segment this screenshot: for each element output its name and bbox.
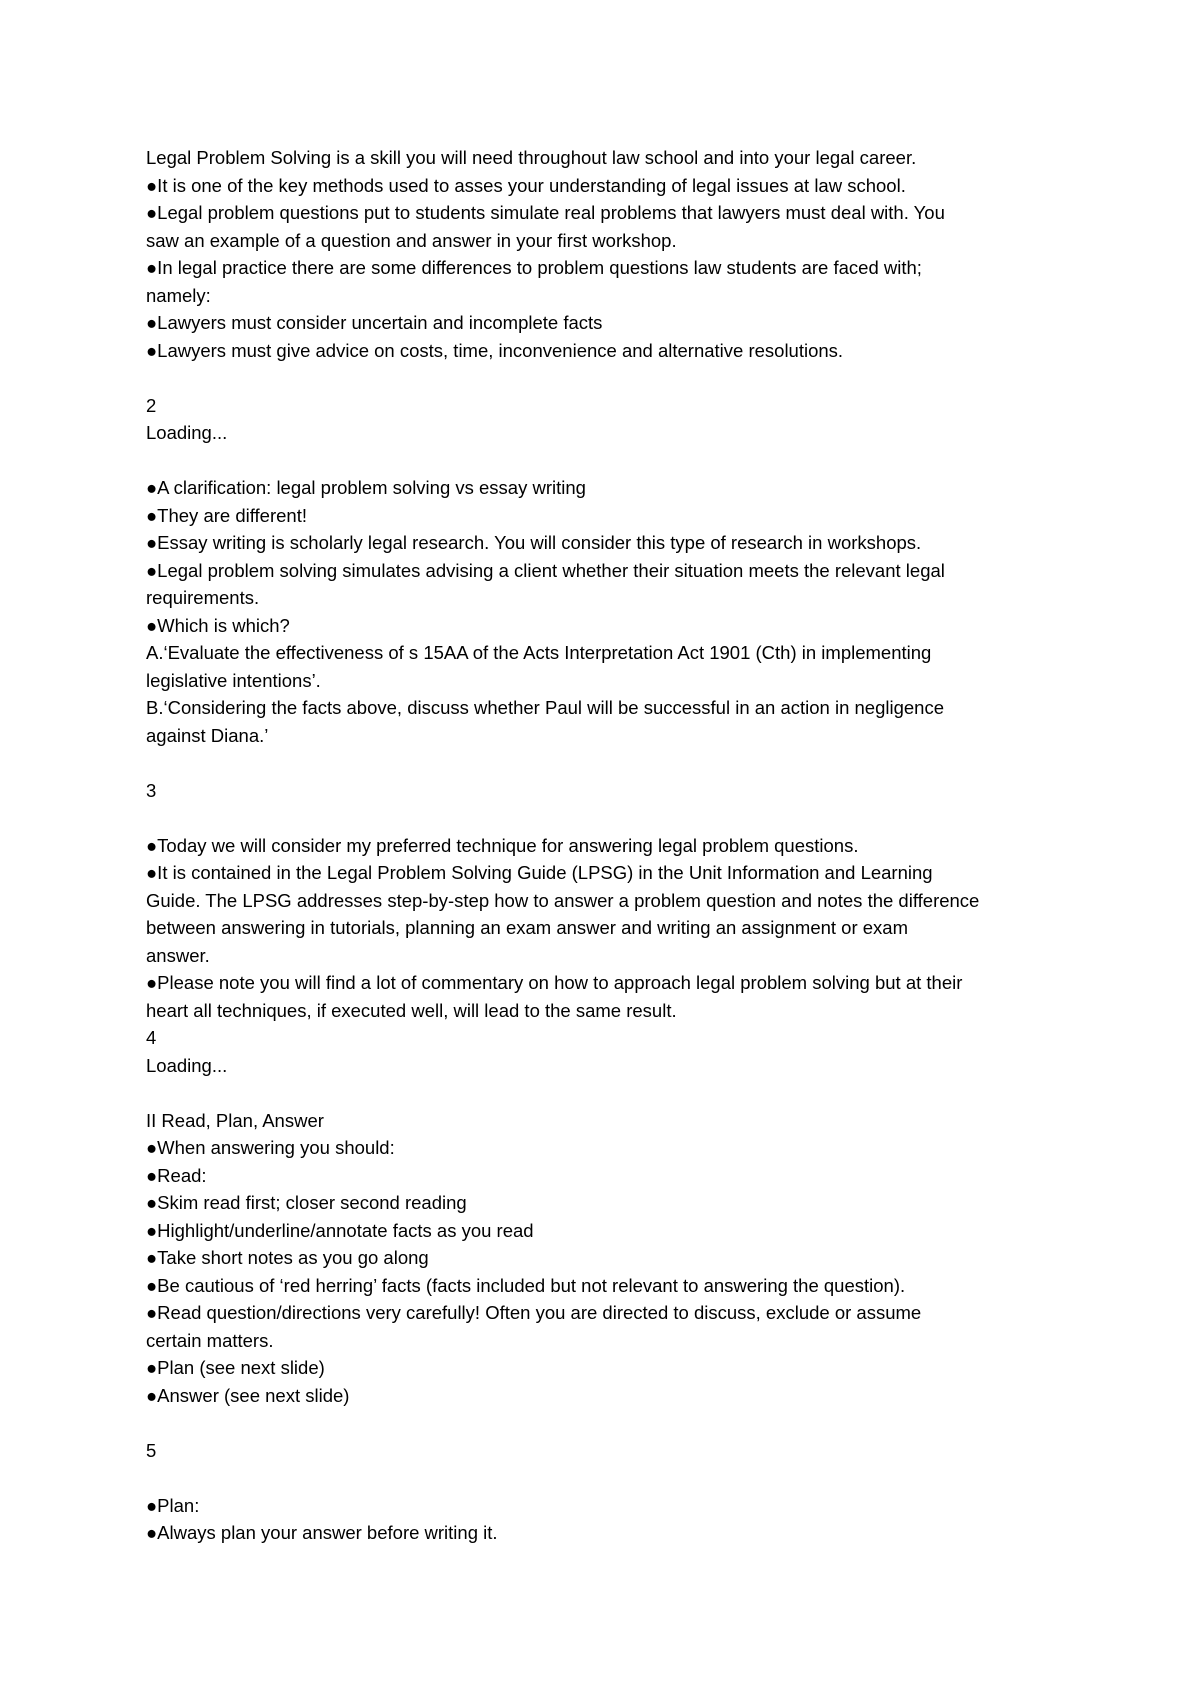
- bullet-line: ●Read question/directions very carefully! Often you are directed to discuss, exclude or assume: [146, 1302, 922, 1323]
- bullet-line: ●It is contained in the Legal Problem Solving Guide (LPSG) in the Unit Information and Learning: [146, 862, 933, 883]
- text-line: heart all techniques, if executed well, will lead to the same result.: [146, 999, 677, 1021]
- document-body: [146, 144, 1076, 1547]
- text-line: requirements.: [146, 587, 260, 608]
- blank-line: [146, 749, 1076, 777]
- loading-text: Loading...: [146, 422, 228, 443]
- text-line: answer.: [146, 944, 210, 966]
- bullet-line: ●Skim read first; closer second reading: [146, 1192, 467, 1213]
- slide-number: 4: [146, 1027, 157, 1048]
- text-line: B.‘Considering the facts above, discuss whether Paul will be successful in an action in negligence: [146, 697, 945, 718]
- bullet-line: ●In legal practice there are some differences to problem questions law students are faced with;: [146, 257, 922, 278]
- bullet-line: ●Please note you will find a lot of commentary on how to approach legal problem solving but at their: [146, 972, 963, 993]
- bullet-line: ●Lawyers must consider uncertain and incomplete facts: [146, 312, 603, 333]
- text-line: against Diana.’: [146, 724, 269, 746]
- bullet-line: ●Plan (see next slide): [146, 1357, 325, 1378]
- bullet-line: ●They are different!: [146, 504, 307, 526]
- bullet-line: ●Be cautious of ‘red herring’ facts (facts included but not relevant to answering the question).: [146, 1274, 906, 1296]
- loading-text: Loading...: [146, 1054, 228, 1076]
- text-line: saw an example of a question and answer in your first workshop.: [146, 229, 677, 251]
- slide-number: 3: [146, 779, 157, 801]
- blank-line: [146, 1464, 1076, 1492]
- bullet-line: ●Essay writing is scholarly legal research. You will consider this type of research in workshops.: [146, 532, 922, 553]
- text-line: certain matters.: [146, 1329, 274, 1351]
- blank-line: [146, 1079, 1076, 1107]
- bullet-line: ●Plan:: [146, 1494, 200, 1516]
- blank-line: [146, 447, 1076, 475]
- slide-number: 2: [146, 394, 157, 416]
- bullet-line: ●Which is which?: [146, 614, 290, 636]
- text-line: namely:: [146, 284, 211, 306]
- text-line: Legal Problem Solving is a skill you will need throughout law school and into your legal career.: [146, 147, 917, 168]
- bullet-line: ●A clarification: legal problem solving vs essay writing: [146, 477, 586, 498]
- bullet-line: ●Answer (see next slide): [146, 1384, 350, 1406]
- bullet-line: ●Highlight/underline/annotate facts as you read: [146, 1219, 534, 1241]
- bullet-line: ●Lawyers must give advice on costs, time, inconvenience and alternative resolutions.: [146, 339, 844, 361]
- bullet-line: ●When answering you should:: [146, 1137, 395, 1158]
- text-line: legislative intentions’.: [146, 669, 321, 691]
- text-line: A.‘Evaluate the effectiveness of s 15AA of the Acts Interpretation Act 1901 (Cth) in implementing: [146, 642, 932, 663]
- bullet-line: ●Always plan your answer before writing it.: [146, 1522, 498, 1543]
- bullet-line: ●Legal problem questions put to students simulate real problems that lawyers must deal with. You: [146, 202, 945, 223]
- text-line: Guide. The LPSG addresses step-by-step how to answer a problem question and notes the difference: [146, 889, 980, 911]
- blank-line: [146, 804, 1076, 832]
- blank-line: [146, 364, 1076, 392]
- bullet-line: ●Legal problem solving simulates advising a client whether their situation meets the relevant legal: [146, 559, 945, 581]
- bullet-line: ●Take short notes as you go along: [146, 1247, 429, 1268]
- slide-number: 5: [146, 1439, 157, 1461]
- bullet-line: ●Today we will consider my preferred technique for answering legal problem questions.: [146, 834, 859, 856]
- text-line: between answering in tutorials, planning an exam answer and writing an assignment or exam: [146, 917, 909, 938]
- bullet-line: ●It is one of the key methods used to asses your understanding of legal issues at law school.: [146, 174, 906, 196]
- section-heading: II Read, Plan, Answer: [146, 1109, 324, 1131]
- bullet-line: ●Read:: [146, 1164, 207, 1186]
- blank-line: [146, 1409, 1076, 1437]
